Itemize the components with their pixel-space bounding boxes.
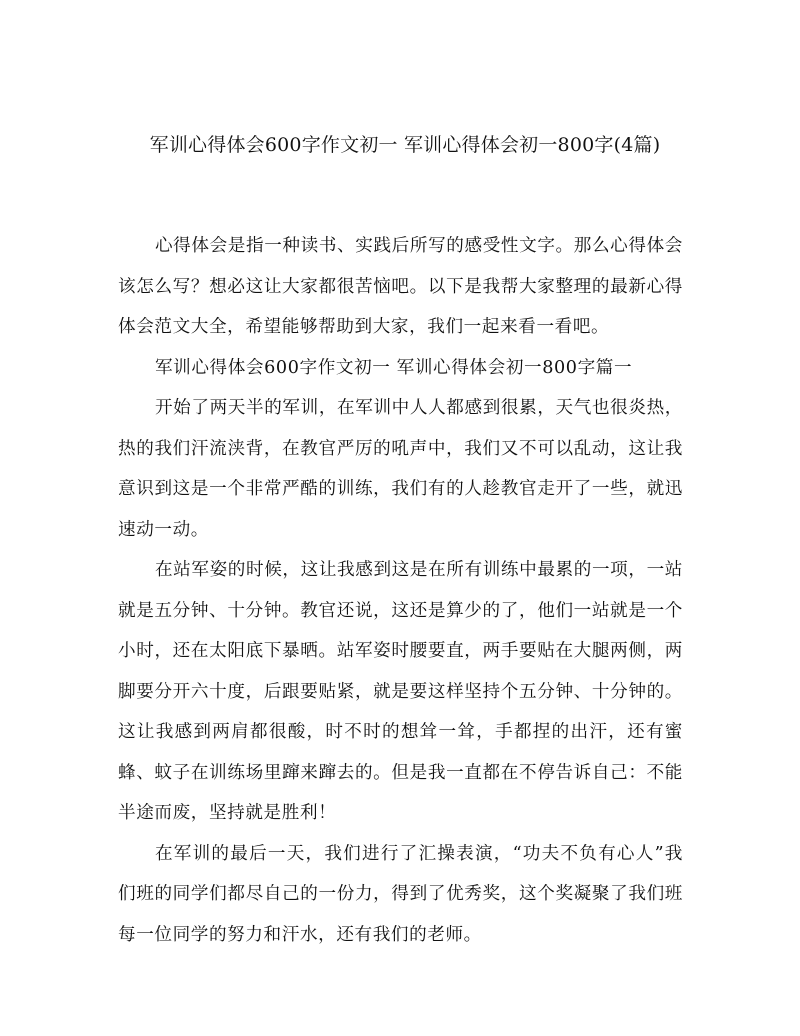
document-title: 军训心得体会600字作文初一 军训心得体会初一800字(4篇) xyxy=(149,134,661,156)
paragraph-intro: 心得体会是指一种读书、实践后所写的感受性文字。那么心得体会该怎么写？想必这让大家都很苦恼吧。以下是我帮大家整理的最新心得体会范文大全，希望能够帮助到大家，我们一起来看一看吧。 xyxy=(118,236,683,337)
paragraph-1: 开始了两天半的军训，在军训中人人都感到很累，天气也很炎热，热的我们汗流浃背，在教官严厉的吼声中，我们又不可以乱动，这让我意识到这是一个非常严酷的训练，我们有的人趁教官走开了一些，就迅速动一动。 xyxy=(118,398,683,540)
document-body xyxy=(118,226,683,955)
paragraph-3: 在军训的最后一天，我们进行了汇操表演，“功夫不负有心人”我们班的同学们都尽自己的一份力，得到了优秀奖，这个奖凝聚了我们班每一位同学的努力和汗水，还有我们的老师。 xyxy=(118,843,683,945)
paragraph-2: 在站军姿的时候，这让我感到这是在所有训练中最累的一项，一站就是五分钟、十分钟。教官还说，这还是算少的了，他们一站就是一个小时，还在太阳底下暴晒。站军姿时腰要直，两手要贴在大腿两侧，两脚要分开六十度，后跟要贴紧，就是要这样坚持个五分钟、十分钟的。这让我感到两肩都很酸，时不时的想耸一耸，手都捏的出汗，还有蜜蜂、蚊子在训练场里蹿来蹿去的。但是我一直都在不停告诉自己：不能半途而废，坚持就是胜利！ xyxy=(118,560,683,823)
section-heading: 军训心得体会600字作文初一 军训心得体会初一800字篇一 xyxy=(154,357,633,378)
